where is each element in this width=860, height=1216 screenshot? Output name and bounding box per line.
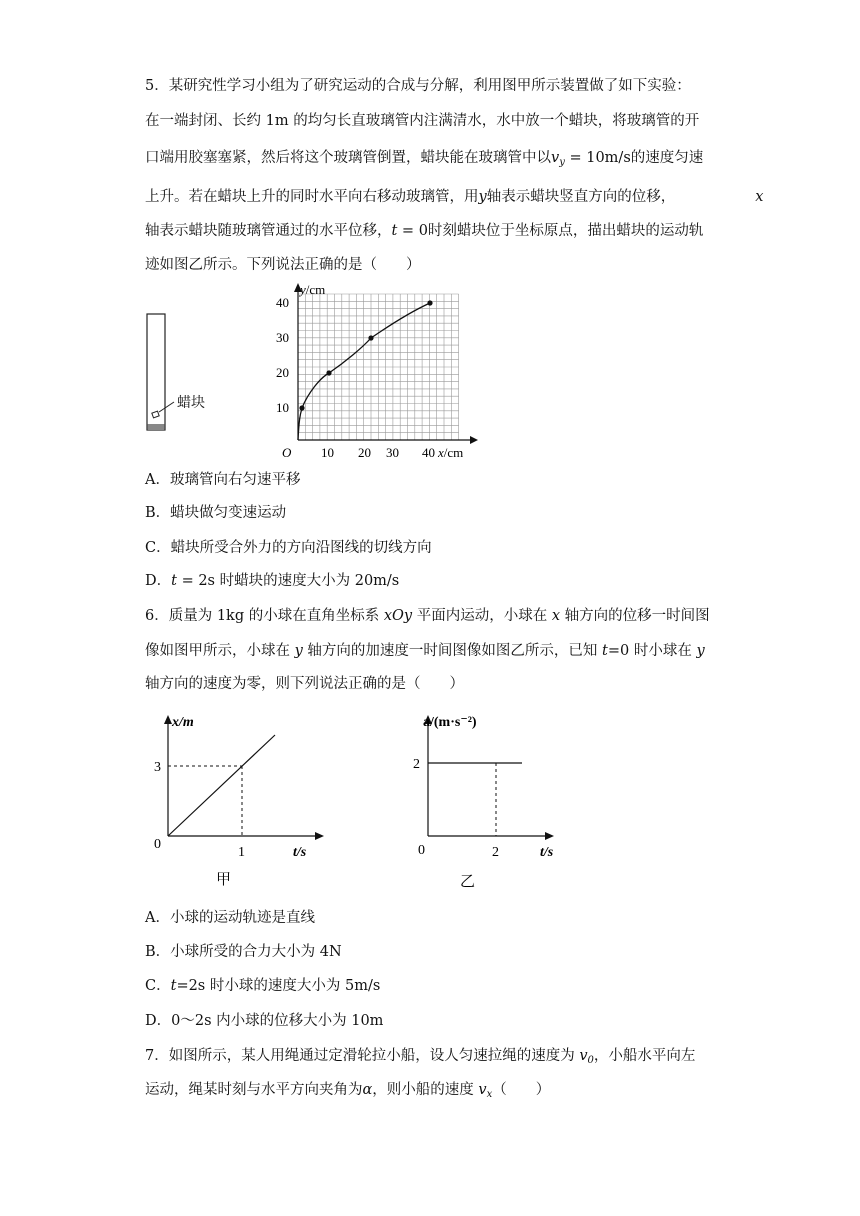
- q5-speed-eq: = 10m/s: [564, 150, 631, 166]
- y-tick-10: 10: [276, 400, 289, 415]
- q7-v0: v: [579, 1048, 588, 1064]
- x-axis-var: x: [438, 445, 444, 460]
- q5-line-5-tail: 时刻蜡块位于坐标原点，描出蜡块的运动轨: [427, 223, 704, 239]
- q5-line-4: [145, 185, 763, 206]
- q6-option-c-t: t: [170, 978, 177, 994]
- q5-option-d-tail: = 2s 时蜡块的速度大小为 20m/s: [176, 573, 400, 589]
- q5-line-2: 在一端封闭、长约 1m 的均匀长直玻璃管内注满清水，水中放一个蜡块，将玻璃管的开: [145, 113, 700, 129]
- q6-line-2-t: t: [602, 643, 608, 659]
- x-tick-40: 40: [422, 445, 435, 460]
- q6-line-3: 轴方向的速度为零，则下列说法正确的是（ ）: [145, 676, 464, 692]
- q7-line-1a: 7．如图所示，某人用绳通过定滑轮拉小船，设人匀速拉绳的速度为: [145, 1048, 580, 1064]
- graph-a-origin: 0: [154, 837, 161, 852]
- q7-line-2a: 运动，绳某时刻与水平方向夹角为: [145, 1082, 363, 1098]
- q6-option-c[interactable]: [145, 974, 380, 995]
- q5-option-d[interactable]: [145, 569, 399, 590]
- graph-a-x-arrow: [315, 832, 324, 840]
- q5-line-1: 5．某研究性学习小组为了研究运动的合成与分解，利用图甲所示装置做了如下实验：: [145, 78, 691, 94]
- q6-line-2: [145, 639, 705, 660]
- q5-line-4-text: 上升。若在蜡块上升的同时水平向右移动玻璃管，用: [145, 189, 479, 205]
- wax-label: 蜡块: [177, 396, 205, 411]
- q7-line-1: [145, 1044, 695, 1066]
- graph-a-ylabel: x/m: [172, 715, 194, 730]
- q6-line-1: [145, 604, 710, 625]
- graph-b-ytick: 2: [413, 757, 420, 772]
- q5-option-d-t: t: [171, 573, 177, 589]
- graph-a-t: [410, 705, 595, 890]
- q7-line-2c: （ ）: [492, 1082, 551, 1098]
- q5-speed-var: v: [551, 150, 560, 166]
- q5-line-3-text: 口端用胶塞塞紧，然后将这个玻璃管倒置，蜡块能在玻璃管中以: [145, 150, 551, 166]
- q7-vx: v: [478, 1082, 487, 1098]
- x-tick-10: 10: [321, 445, 334, 460]
- q7-v0-sub: 0: [587, 1055, 594, 1066]
- wax-block: [152, 411, 159, 418]
- q5-line-5-t: t: [391, 223, 398, 239]
- x-tick-30: 30: [386, 445, 399, 460]
- q5-line-4-x: x: [755, 189, 764, 205]
- x-axis-arrow: [470, 436, 478, 444]
- q7-line-2b: ，则小船的速度: [372, 1082, 479, 1098]
- y-tick-20: 20: [276, 365, 289, 380]
- q6-option-c-prefix: C．: [145, 978, 171, 994]
- q6-xoy: xOy: [383, 608, 413, 624]
- trajectory-grid: [298, 294, 459, 440]
- graph-b-xlabel: t/s: [540, 845, 554, 860]
- q5-line-6: 迹如图乙所示。下列说法正确的是（ ）: [145, 257, 421, 273]
- graph-a-xtick: 1: [238, 845, 245, 860]
- trajectory-point-3: [368, 335, 373, 340]
- q5-speed-tail: 的速度匀速: [630, 150, 704, 166]
- graph-a-ytick: 3: [154, 760, 161, 775]
- graph-a-xlabel: t/s: [293, 845, 307, 860]
- x-axis-label: [437, 445, 463, 460]
- graph-a-y-arrow: [164, 715, 172, 724]
- trajectory-point-4: [427, 300, 432, 305]
- q5-line-5-eq: = 0: [397, 223, 428, 239]
- trajectory-point-2: [326, 370, 331, 375]
- q6-option-c-tail: =2s 时小球的速度大小为 5m/s: [176, 978, 381, 994]
- q5-option-c[interactable]: C．蜡块所受合外力的方向沿图线的切线方向: [145, 540, 432, 556]
- q6-line-2b: 轴方向的加速度一时间图像如图乙所示，已知: [302, 643, 603, 659]
- y-axis-var: y: [300, 282, 306, 297]
- graph-x-t: [145, 705, 330, 890]
- q7-line-1b: ，小船水平向左: [593, 1048, 696, 1064]
- q5-speed-sub: y: [559, 157, 565, 168]
- q7-vx-sub: x: [486, 1089, 493, 1100]
- q6-option-a[interactable]: A．小球的运动轨迹是直线: [145, 910, 315, 926]
- graph-a-caption: 甲: [216, 872, 232, 888]
- y-axis-unit: /cm: [305, 282, 326, 297]
- tube-figure: [140, 308, 220, 438]
- trajectory-graph: [270, 280, 490, 465]
- q7-line-2: [145, 1078, 550, 1100]
- graph-b-ylabel: a/(m·s⁻²): [423, 715, 477, 730]
- q5-option-a[interactable]: A．玻璃管向右匀速平移: [145, 472, 301, 488]
- y-axis-label: [298, 282, 325, 297]
- tube-stopper: [148, 424, 165, 430]
- origin-label: O: [282, 445, 292, 460]
- q5-line-4-y: y: [478, 189, 487, 205]
- graph-b-origin: 0: [418, 843, 425, 858]
- x-axis-unit: /cm: [443, 445, 464, 460]
- trajectory-point-1: [299, 405, 304, 410]
- x-tick-20: 20: [358, 445, 371, 460]
- y-tick-30: 30: [276, 330, 289, 345]
- q6-line-1a: 6．质量为 1kg 的小球在直角坐标系: [145, 608, 384, 624]
- q6-option-b[interactable]: B．小球所受的合力大小为 4N: [145, 944, 342, 960]
- q5-line-5: [145, 219, 703, 240]
- q5-option-b[interactable]: B．蜡块做匀变速运动: [145, 505, 287, 521]
- q6-line-2a: 像如图甲所示，小球在: [145, 643, 295, 659]
- q6-line-2-y2: y: [696, 643, 705, 659]
- q5-option-d-prefix: D．: [145, 573, 172, 589]
- graph-b-x-arrow: [545, 832, 554, 840]
- wax-leader-line: [159, 402, 174, 412]
- q5-line-3: [145, 146, 703, 168]
- graph-b-caption: 乙: [460, 874, 476, 890]
- q6-option-d[interactable]: D．0～2s 内小球的位移大小为 10m: [145, 1013, 384, 1029]
- q5-line-5-text: 轴表示蜡块随玻璃管通过的水平位移，: [145, 223, 392, 239]
- graph-b-xtick: 2: [492, 845, 499, 860]
- q6-line-1c: 轴方向的位移一时间图: [560, 608, 710, 624]
- trajectory-curve: [298, 303, 430, 440]
- graph-a-line: [168, 735, 275, 836]
- q5-line-4-tail: 轴表示蜡块竖直方向的位移，: [486, 189, 676, 205]
- q6-line-2-y: y: [294, 643, 303, 659]
- q6-line-1-x: x: [551, 608, 561, 624]
- q6-line-1b: 平面内运动，小球在: [412, 608, 552, 624]
- y-tick-40: 40: [276, 295, 289, 310]
- q6-line-2c: =0 时小球在: [607, 643, 697, 659]
- q7-alpha: α: [362, 1082, 373, 1098]
